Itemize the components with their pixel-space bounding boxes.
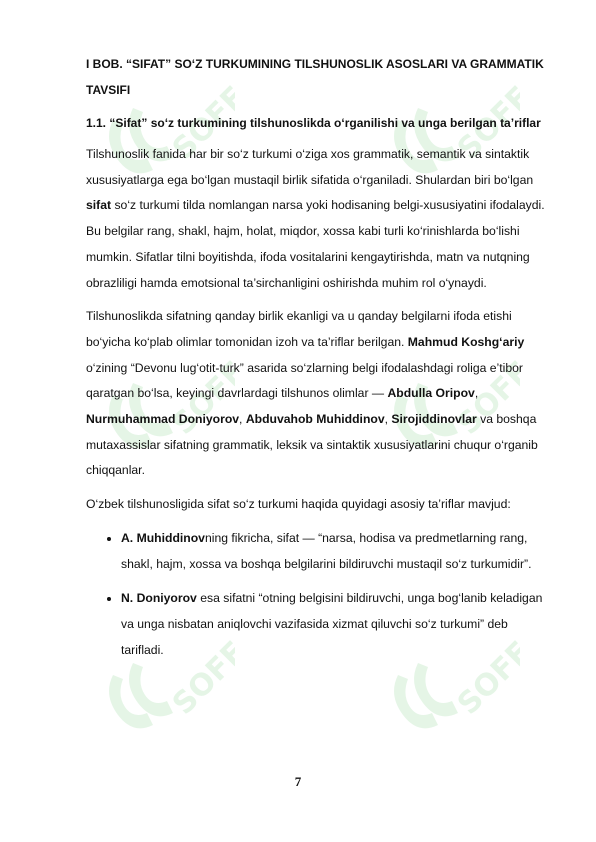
list-item: [121, 526, 552, 577]
bold-name: Abdulla Oripov: [387, 386, 475, 401]
text-run: va boshqa mutaxassislar sifatning grammatik, leksik va sintaktik xususiyatlarini chuqur o‘rganib chiqqanlar.: [86, 412, 538, 478]
document-body: [86, 52, 552, 672]
bold-name: Sirojiddinovlar: [391, 412, 477, 427]
paragraph-2: [86, 304, 552, 484]
definition-list: [86, 526, 552, 664]
list-item: [121, 586, 552, 663]
chapter-title: I BOB. “SIFAT” SO‘Z TURKUMINING TILSHUNOSLIK ASOSLARI VA GRAMMATIK TAVSIFI: [86, 57, 544, 97]
paragraph-1: [86, 142, 552, 296]
svg-text:SOFF: SOFF: [165, 634, 235, 722]
list-item-text: esa sifatni “otning belgisini bildiruvchi, unga bog‘lanib keladigan va unga nisbatan aniqlovchi vazifasida xizmat qiluvchi so‘z turkumi” deb tarifladi.: [121, 591, 543, 657]
bold-name: Mahmud Koshg‘ariy: [407, 334, 525, 349]
text-run: ,: [384, 412, 392, 427]
text-run: o‘zining “Devonu lug‘otit-turk” asarida so‘zlarning belgi ifodalashdagi roliga e’tibor qaratgan bo‘lsa, keyingi davrlardagi tilshunos olimlar —: [86, 360, 523, 401]
bold-name: Abduvahob Muhiddinov: [245, 412, 385, 427]
bold-name: Nurmuhammad Doniyorov: [86, 412, 240, 427]
text-run: Tilshunoslik fanida har bir so‘z turkumi o‘ziga xos grammatik, semantik va sintaktik xususiyatlarga ega bo‘lgan mustaqil birlik sifatida o‘rganiladi. Shulardan biri bo‘lgan: [86, 147, 534, 187]
bold-name: A. Muhiddinov: [121, 530, 205, 545]
svg-text:SOFF: SOFF: [165, 354, 235, 442]
section-title: 1.1. “Sifat” so‘z turkumining tilshunoslikda o‘rganilishi va unga berilgan ta’riflar: [86, 116, 541, 130]
svg-text:SOFF: SOFF: [450, 79, 520, 167]
text-run: ,: [239, 412, 246, 427]
list-item-text: ning fikricha, sifat — “narsa, hodisa va predmetlarning rang, shakl, hajm, xossa va boshqa belgilarini bildiruvchi mustaqil so‘z turkumidir”.: [121, 530, 532, 571]
svg-text:SOFF: SOFF: [450, 634, 520, 722]
text-run: so‘z turkumi tilda nomlangan narsa yoki hodisaning belgi-xususiyatini ifodalaydi. Bu belgilar rang, shakl, hajm, holat, miqdor, xossa kabi turli ko‘rinishlarda bo‘lishi mumkin. Sifatlar tilni boyitishda, ifoda vositalarini kengaytirishda, matn va nutqning obrazliligi hamda emotsional ta’sirchanligini oshirishda muhim rol o‘ynaydi.: [86, 198, 545, 290]
svg-text:SOFF: SOFF: [450, 354, 520, 442]
text-run: Tilshunoslikda sifatning qanday birlik ekanligi va u qanday belgilarni ifoda etishi bo‘yicha ko‘plab olimlar tomonidan izoh va ta’riflar berilgan.: [86, 309, 512, 349]
page-number: 7: [294, 774, 302, 789]
bold-term: sifat: [86, 198, 112, 213]
svg-text:SOFF: SOFF: [165, 79, 235, 167]
bold-name: N. Doniyorov: [121, 591, 197, 606]
text-run: ,: [474, 386, 479, 401]
paragraph-3: O‘zbek tilshunosligida sifat so‘z turkumi haqida quyidagi asosiy ta’riflar mavjud:: [86, 497, 511, 512]
